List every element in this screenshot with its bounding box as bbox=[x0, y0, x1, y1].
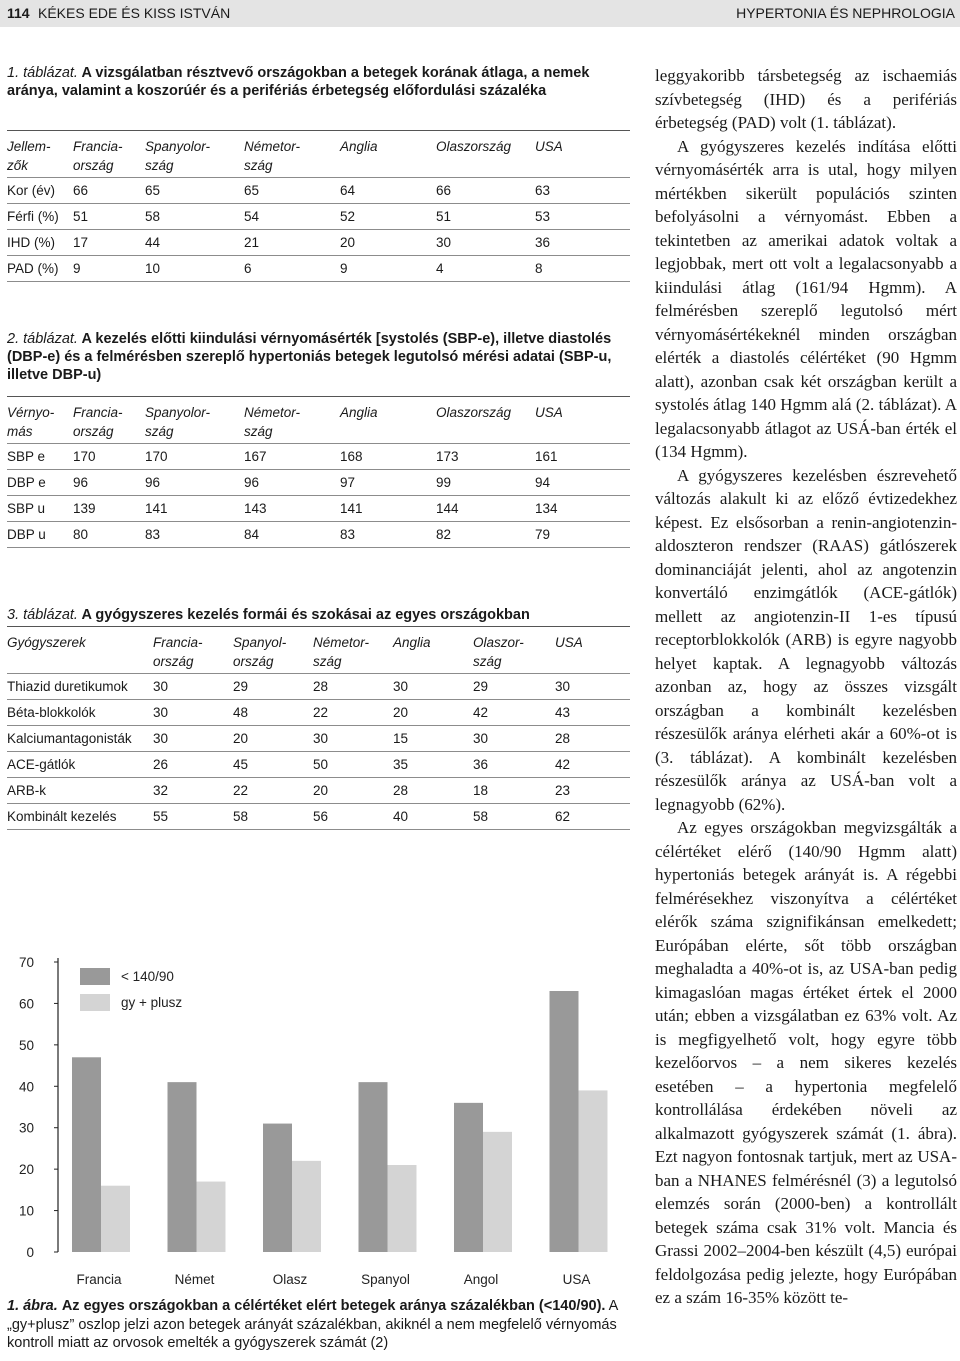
y-tick-label: 50 bbox=[18, 1037, 34, 1053]
table2 bbox=[7, 396, 630, 548]
bar-gy-plusz bbox=[197, 1182, 226, 1252]
row-label: DBP e bbox=[7, 470, 73, 496]
y-tick-label: 60 bbox=[18, 996, 34, 1012]
table-cell: 55 bbox=[153, 804, 233, 830]
table-row bbox=[7, 804, 630, 830]
table3-label: 3. táblázat. bbox=[7, 607, 78, 623]
table-row bbox=[7, 204, 630, 230]
bar-gy-plusz bbox=[579, 1090, 608, 1252]
column-header: USA bbox=[535, 397, 630, 444]
table-cell: 63 bbox=[535, 178, 630, 204]
figure-title: Az egyes országokban a célértéket elért betegek aránya százalékban (<140/90). bbox=[61, 1298, 606, 1314]
table-cell: 144 bbox=[436, 496, 535, 522]
column-header: Spanyol- ország bbox=[233, 627, 313, 674]
column-header: USA bbox=[535, 131, 630, 178]
table-cell: 22 bbox=[233, 778, 313, 804]
table-cell: 43 bbox=[555, 700, 630, 726]
table-cell: 54 bbox=[244, 204, 340, 230]
table-cell: 64 bbox=[340, 178, 436, 204]
page-number: 114 bbox=[7, 5, 30, 21]
table-cell: 32 bbox=[153, 778, 233, 804]
table-cell: 50 bbox=[313, 752, 393, 778]
column-header: Olaszor- szág bbox=[473, 627, 555, 674]
table-cell: 29 bbox=[473, 674, 555, 700]
table-cell: 51 bbox=[73, 204, 145, 230]
legend-swatch bbox=[80, 968, 110, 985]
bar-target-reached bbox=[72, 1057, 101, 1252]
table-cell: 42 bbox=[555, 752, 630, 778]
row-label: Kombinált kezelés bbox=[7, 804, 153, 830]
x-category-label: Spanyol bbox=[361, 1272, 410, 1287]
running-head-authors: KÉKES EDE ÉS KISS ISTVÁN bbox=[38, 5, 231, 21]
figure-label: 1. ábra. bbox=[7, 1298, 58, 1314]
table-cell: 66 bbox=[73, 178, 145, 204]
table-row bbox=[7, 470, 630, 496]
row-label: Kalciumantagonisták bbox=[7, 726, 153, 752]
table-cell: 44 bbox=[145, 230, 244, 256]
column-header: Anglia bbox=[340, 131, 436, 178]
bar-target-reached bbox=[454, 1103, 483, 1252]
table-cell: 30 bbox=[313, 726, 393, 752]
table-cell: 22 bbox=[313, 700, 393, 726]
table-cell: 80 bbox=[73, 522, 145, 548]
table-cell: 9 bbox=[73, 256, 145, 282]
table-cell: 96 bbox=[73, 470, 145, 496]
table-cell: 28 bbox=[313, 674, 393, 700]
table-cell: 30 bbox=[393, 674, 473, 700]
bar-gy-plusz bbox=[483, 1132, 512, 1252]
column-header: Anglia bbox=[340, 397, 436, 444]
table-cell: 94 bbox=[535, 470, 630, 496]
figure-caption bbox=[7, 1297, 629, 1353]
table-cell: 21 bbox=[244, 230, 340, 256]
table-cell: 20 bbox=[233, 726, 313, 752]
table-cell: 26 bbox=[153, 752, 233, 778]
table-cell: 167 bbox=[244, 444, 340, 470]
table-row bbox=[7, 752, 630, 778]
figure-text: A „gy+plusz” oszlop jelzi azon betegek arányát százalékban, akiknél a nem megfelelő vérnyomás kontroll miatt az orvosok emelték a gyógyszerek számát (2) bbox=[7, 1298, 618, 1351]
table-cell: 96 bbox=[244, 470, 340, 496]
table-cell: 58 bbox=[233, 804, 313, 830]
table2-title: A kezelés előtti kiindulási vérnyomásérték [systolés (SBP-e), illetve diastolés (DBP-e) és a felmérésben szereplő hypertoniás betegek legutolsó mérési adatai (SBP-u, illetve DBP-u) bbox=[7, 331, 612, 383]
table-cell: 28 bbox=[393, 778, 473, 804]
table1-label: 1. táblázat. bbox=[7, 65, 78, 81]
table-cell: 30 bbox=[153, 700, 233, 726]
table3-title: A gyógyszeres kezelés formái és szokásai az egyes országokban bbox=[81, 607, 530, 623]
table-row bbox=[7, 178, 630, 204]
paragraph: A gyógyszeres kezelés indítása előtti vérnyomásérték arra is utal, hogy milyen mértékben sikerült populációs szinten befolyásolni a vérnyomást. Ebben a tekintetben az amerikai adatok voltak a legjobbak, mert ott volt a legalacsonyabb a kiindulási átlag (161/94 Hgmm). A felmérésben szereplő legutolsó mért vérnyomásértékeknél minden országban elérték a diastolés célértéket (90 Hgmm alatt), azonban csak két országban került a systolés átlag 140 Hgmm alá (2. táblázat). A legalacsonyabb átlagot az USÁ-ban érték el (134 Hgmm). bbox=[655, 136, 957, 461]
table-cell: 20 bbox=[313, 778, 393, 804]
table-cell: 83 bbox=[340, 522, 436, 548]
table2-caption bbox=[7, 330, 629, 384]
table-cell: 65 bbox=[145, 178, 244, 204]
table1 bbox=[7, 130, 630, 282]
legend-swatch bbox=[80, 994, 110, 1011]
table-cell: 30 bbox=[473, 726, 555, 752]
table-cell: 18 bbox=[473, 778, 555, 804]
column-header: Olaszország bbox=[436, 397, 535, 444]
table-row bbox=[7, 674, 630, 700]
y-tick-label: 10 bbox=[18, 1203, 34, 1219]
table-cell: 4 bbox=[436, 256, 535, 282]
table-header-row bbox=[7, 627, 630, 674]
table-row bbox=[7, 496, 630, 522]
right-column-text bbox=[655, 64, 957, 1310]
table-row bbox=[7, 700, 630, 726]
table-cell: 53 bbox=[535, 204, 630, 230]
column-header: Spanyolor- szág bbox=[145, 397, 244, 444]
table-cell: 30 bbox=[436, 230, 535, 256]
table-cell: 40 bbox=[393, 804, 473, 830]
table-cell: 79 bbox=[535, 522, 630, 548]
x-category-label: Német bbox=[174, 1272, 215, 1287]
y-tick-label: 70 bbox=[18, 955, 34, 970]
table-row bbox=[7, 778, 630, 804]
bar-target-reached bbox=[168, 1082, 197, 1252]
table-row bbox=[7, 522, 630, 548]
bar-target-reached bbox=[359, 1082, 388, 1252]
page-header bbox=[0, 0, 960, 27]
bar-gy-plusz bbox=[388, 1165, 417, 1252]
table-cell: 65 bbox=[244, 178, 340, 204]
table-header-row bbox=[7, 397, 630, 444]
table-cell: 45 bbox=[233, 752, 313, 778]
table-cell: 30 bbox=[153, 726, 233, 752]
bar-chart bbox=[0, 940, 630, 1295]
table-cell: 141 bbox=[340, 496, 436, 522]
row-label: Thiazid duretikumok bbox=[7, 674, 153, 700]
row-label: PAD (%) bbox=[7, 256, 73, 282]
row-label: DBP u bbox=[7, 522, 73, 548]
table-row bbox=[7, 444, 630, 470]
table3-caption bbox=[7, 606, 530, 624]
table-cell: 134 bbox=[535, 496, 630, 522]
table-cell: 9 bbox=[340, 256, 436, 282]
table1-caption bbox=[7, 64, 629, 100]
table-cell: 170 bbox=[145, 444, 244, 470]
bar-gy-plusz bbox=[292, 1161, 321, 1252]
table-cell: 20 bbox=[393, 700, 473, 726]
table-cell: 8 bbox=[535, 256, 630, 282]
table-cell: 170 bbox=[73, 444, 145, 470]
row-label: SBP u bbox=[7, 496, 73, 522]
column-header: Németor- szág bbox=[244, 397, 340, 444]
column-header: Spanyolor- szág bbox=[145, 131, 244, 178]
legend-label: gy + plusz bbox=[121, 995, 183, 1010]
table-cell: 58 bbox=[145, 204, 244, 230]
row-label: IHD (%) bbox=[7, 230, 73, 256]
table-cell: 82 bbox=[436, 522, 535, 548]
table3 bbox=[7, 626, 630, 830]
row-label: Férfi (%) bbox=[7, 204, 73, 230]
row-label: Béta-blokkolók bbox=[7, 700, 153, 726]
paragraph: Az egyes országokban megvizsgálták a célértéket elérő (140/90 Hgmm alatt) hypertoniás betegek arányát is. A régebbi felmérésekhez viszonyítva a célértéket elérők száma szignifikánsan emelkedett; Európában elérte, sőt több országban meghaladta a 40%-ot is, az USA-ban pedig kimagaslóan magas értéket értek el 2000 után; ebben a vizsgálatban ez 63% volt. Az is megfigyelhető volt, hogy egyre több kezelőorvos – a nem sikeres kezelés esetében – a hypertonia megfelelő kontrollálása érdekében növeli az alkalmazott gyógyszerek számát (1. ábra). Ezt nagyon fontosnak tartjuk, mert az USA-ban a NHANES felmérésnél (3) a legutolsó elemzés során (2000-ben) a kontrollált betegek száma csak 31% volt. Mancia és Grassi 2002–2004-ben készült (4,5) európai feldolgozása pedig jelezte, hogy Európában ez a szám 16-35% között te- bbox=[655, 818, 957, 1307]
table-cell: 36 bbox=[535, 230, 630, 256]
column-header: Vérnyo- más bbox=[7, 397, 73, 444]
row-label: SBP e bbox=[7, 444, 73, 470]
column-header: USA bbox=[555, 627, 630, 674]
x-category-label: Olasz bbox=[272, 1272, 308, 1287]
table-cell: 30 bbox=[555, 674, 630, 700]
bar-target-reached bbox=[550, 991, 579, 1252]
x-category-label: Francia bbox=[76, 1272, 122, 1287]
table-row bbox=[7, 256, 630, 282]
column-header: Francia- ország bbox=[73, 397, 145, 444]
table-cell: 161 bbox=[535, 444, 630, 470]
row-label: ACE-gátlók bbox=[7, 752, 153, 778]
paragraph: A gyógyszeres kezelésben észrevehető változás alakult ki az előző évtizedekhez képest. Ez elsősorban a renin-angiotenzin-aldoszteron rendszer (RAAS) gátlószerek dominanciáját jelenti, ahol az angotenzin konvertáló enzimgátlók (ACE-gátlók) mellett az angiotenzin-II 1-es típusú receptorblokkolók (ARB) is egyre nagyobb helyet kaptak. A legnagyobb változás azonban az, hogy az összes vizsgált országban a kombinált kezelésben részesülők aránya elérheti akár a 60%-ot is (3. táblázat). A kombinált kezelésben részesülők aránya az USÁ-ban volt a legnagyobb (62%). bbox=[655, 465, 957, 814]
table-cell: 62 bbox=[555, 804, 630, 830]
column-header: Olaszország bbox=[436, 131, 535, 178]
table-cell: 30 bbox=[153, 674, 233, 700]
table-cell: 48 bbox=[233, 700, 313, 726]
table2-label: 2. táblázat. bbox=[7, 331, 78, 347]
table-row bbox=[7, 230, 630, 256]
table-cell: 36 bbox=[473, 752, 555, 778]
row-label: ARB-k bbox=[7, 778, 153, 804]
table-cell: 10 bbox=[145, 256, 244, 282]
bar-target-reached bbox=[263, 1124, 292, 1252]
y-tick-label: 40 bbox=[18, 1079, 34, 1095]
table-cell: 15 bbox=[393, 726, 473, 752]
table-header-row bbox=[7, 131, 630, 178]
legend-label: < 140/90 bbox=[121, 969, 174, 984]
table-cell: 99 bbox=[436, 470, 535, 496]
column-header: Francia- ország bbox=[153, 627, 233, 674]
table-cell: 56 bbox=[313, 804, 393, 830]
table-cell: 51 bbox=[436, 204, 535, 230]
table-cell: 35 bbox=[393, 752, 473, 778]
column-header: Németor- szág bbox=[313, 627, 393, 674]
table1-title: A vizsgálatban résztvevő országokban a betegek korának átlaga, a nemek aránya, valamint a koszorúér és a perifériás érbetegség előfordulási százaléka bbox=[7, 65, 590, 99]
column-header: Anglia bbox=[393, 627, 473, 674]
table-cell: 6 bbox=[244, 256, 340, 282]
paragraph: leggyakoribb társbetegség az ischaemiás szívbetegség (IHD) és a perifériás érbetegség (PAD) volt (1. táblázat). bbox=[655, 66, 957, 132]
table-cell: 42 bbox=[473, 700, 555, 726]
y-tick-label: 30 bbox=[18, 1120, 34, 1136]
table-cell: 28 bbox=[555, 726, 630, 752]
table-cell: 66 bbox=[436, 178, 535, 204]
y-tick-label: 0 bbox=[26, 1245, 34, 1260]
table-cell: 83 bbox=[145, 522, 244, 548]
y-tick-label: 20 bbox=[18, 1162, 34, 1178]
column-header: Németor- szág bbox=[244, 131, 340, 178]
table-cell: 23 bbox=[555, 778, 630, 804]
running-head-journal: HYPERTONIA ÉS NEPHROLOGIA bbox=[736, 5, 955, 21]
table-cell: 168 bbox=[340, 444, 436, 470]
column-header: Jellem- zők bbox=[7, 131, 73, 178]
row-label: Kor (év) bbox=[7, 178, 73, 204]
table-cell: 17 bbox=[73, 230, 145, 256]
table-cell: 20 bbox=[340, 230, 436, 256]
table-cell: 29 bbox=[233, 674, 313, 700]
table-cell: 58 bbox=[473, 804, 555, 830]
table-cell: 52 bbox=[340, 204, 436, 230]
table-cell: 84 bbox=[244, 522, 340, 548]
table-cell: 141 bbox=[145, 496, 244, 522]
column-header: Francia- ország bbox=[73, 131, 145, 178]
table-row bbox=[7, 726, 630, 752]
table-cell: 139 bbox=[73, 496, 145, 522]
x-category-label: Angol bbox=[463, 1272, 499, 1287]
table-cell: 96 bbox=[145, 470, 244, 496]
table-cell: 97 bbox=[340, 470, 436, 496]
column-header: Gyógyszerek bbox=[7, 627, 153, 674]
table-cell: 143 bbox=[244, 496, 340, 522]
x-category-label: USA bbox=[562, 1272, 591, 1287]
table-cell: 173 bbox=[436, 444, 535, 470]
bar-gy-plusz bbox=[101, 1186, 130, 1252]
